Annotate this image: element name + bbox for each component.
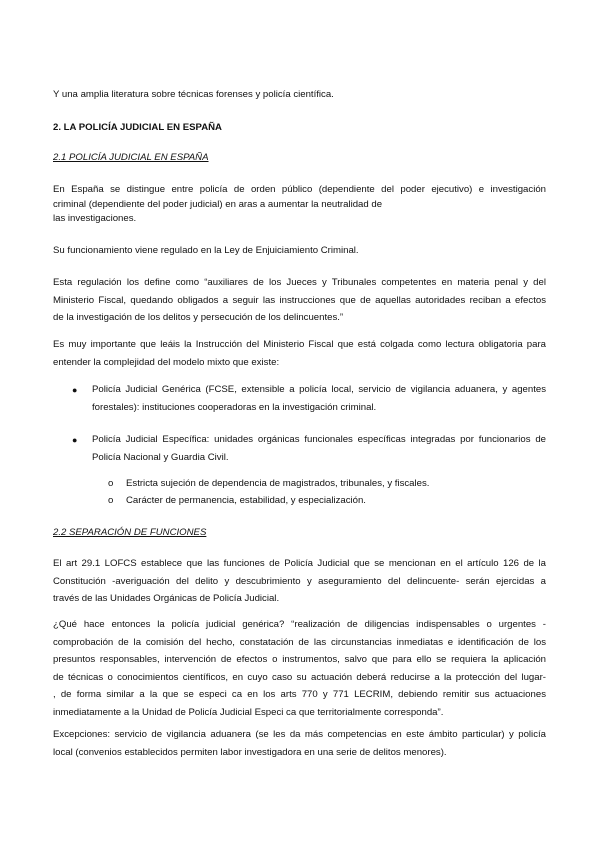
paragraph-1 bbox=[53, 181, 546, 228]
intro-line: Y una amplia literatura sobre técnicas forenses y policía científica. bbox=[53, 89, 334, 100]
paragraph-7-line: local (convenios establecidos permiten labor investigadora en una serie de delitos menores). bbox=[53, 746, 447, 758]
heading-section-2-1: 2.1 POLICÍA JUDICIAL EN ESPAÑA bbox=[53, 152, 209, 163]
bullet-marker: ● bbox=[72, 435, 78, 445]
paragraph-6-line: comprobación de la comisión del hecho, constatación de las circunstancias inmediatas e identificación de los bbox=[53, 636, 546, 648]
bullet-line: Policía Judicial Específica: unidades orgánicas funcionales específicas integradas por funcionarios de bbox=[92, 434, 546, 445]
paragraph-6-line: de técnicas o conocimientos científicos, en cuyo caso su actuación deberá reducirse a la protección del lugar- bbox=[53, 671, 546, 683]
paragraph-4-line: Es muy importante que leáis la Instrucción del Ministerio Fiscal que está colgada como lectura obligatoria para bbox=[53, 339, 546, 350]
paragraph-3-line: Ministerio Fiscal, quedando obligados a seguir las instrucciones que de aquellas autoridades reciban a efectos bbox=[53, 294, 546, 306]
paragraph-6 bbox=[53, 616, 546, 721]
paragraph-3-line: de la investigación de los delitos y persecución de los delincuentes.” bbox=[53, 312, 344, 323]
bullet-line: forestales): instituciones cooperadoras en la investigación criminal. bbox=[92, 401, 377, 413]
bullet-item-especifica bbox=[92, 431, 546, 466]
sub-bullet-marker: o bbox=[108, 478, 114, 489]
paragraph-6-line: ¿Qué hace entonces la policía judicial genérica? “realización de diligencias indispensables o urgentes - bbox=[53, 619, 546, 630]
paragraph-6-line: , de forma similar a la que se especi ca en los arts 770 y 771 LECRIM, debiendo remitir sus actuaciones bbox=[53, 689, 546, 700]
paragraph-5-line: través de las Unidades Orgánicas de Policía Judicial. bbox=[53, 593, 280, 604]
paragraph-5-line: Constitución -averiguación del delito y descubrimiento y aseguramiento del delincuente- serán ejercidas a bbox=[53, 575, 546, 587]
paragraph-6-line: inmediatamente a la Unidad de Policía Judicial Especi ca que territorialmente corresponda”. bbox=[53, 706, 444, 718]
paragraph-6-line: presuntos responsables, intervención de efectos o instrumentos, salvo que para ello se requiera la aplicación bbox=[53, 654, 546, 665]
paragraph-4 bbox=[53, 336, 546, 371]
paragraph-7 bbox=[53, 726, 546, 761]
paragraph-5 bbox=[53, 555, 546, 608]
bullet-line: Policía Nacional y Guardia Civil. bbox=[92, 451, 229, 463]
paragraph-1-line: las investigaciones. bbox=[53, 213, 137, 224]
heading-section-2-2: 2.2 SEPARACIÓN DE FUNCIONES bbox=[53, 527, 207, 538]
bullet-line: Policía Judicial Genérica (FCSE, extensible a policía local, servicio de vigilancia aduanera, y agentes bbox=[92, 384, 546, 395]
paragraph-3 bbox=[53, 274, 546, 327]
sub-bullet-marker: o bbox=[108, 495, 114, 506]
paragraph-3-line: Esta regulación los define como “auxiliares de los Jueces y Tribunales competentes en materia penal y del bbox=[53, 277, 546, 288]
paragraph-5-line: El art 29.1 LOFCS establece que las funciones de Policía Judicial que se mencionan en el artículo 126 de la bbox=[53, 558, 546, 569]
sub-bullet-sujecion: Estricta sujeción de dependencia de magistrados, tribunales, y fiscales. bbox=[126, 478, 430, 489]
paragraph-4-line: entender la complejidad del modelo mixto que existe: bbox=[53, 356, 280, 368]
paragraph-1-line: criminal (dependiente del poder judicial) en aras a aumentar la neutralidad de bbox=[53, 198, 383, 210]
sub-bullet-permanencia: Carácter de permanencia, estabilidad, y especialización. bbox=[126, 495, 366, 506]
heading-main: 2. LA POLICÍA JUDICIAL EN ESPAÑA bbox=[53, 122, 222, 133]
paragraph-1-line: En España se distingue entre policía de orden público (dependiente del poder ejecutivo) e investigación bbox=[53, 184, 546, 195]
paragraph-7-line: Excepciones: servicio de vigilancia aduanera (se les da más competencias en este ámbito particular) y policía bbox=[53, 729, 546, 740]
paragraph-2: Su funcionamiento viene regulado en la Ley de Enjuiciamiento Criminal. bbox=[53, 245, 359, 256]
bullet-item-generica bbox=[92, 381, 546, 416]
bullet-marker: ● bbox=[72, 385, 78, 395]
